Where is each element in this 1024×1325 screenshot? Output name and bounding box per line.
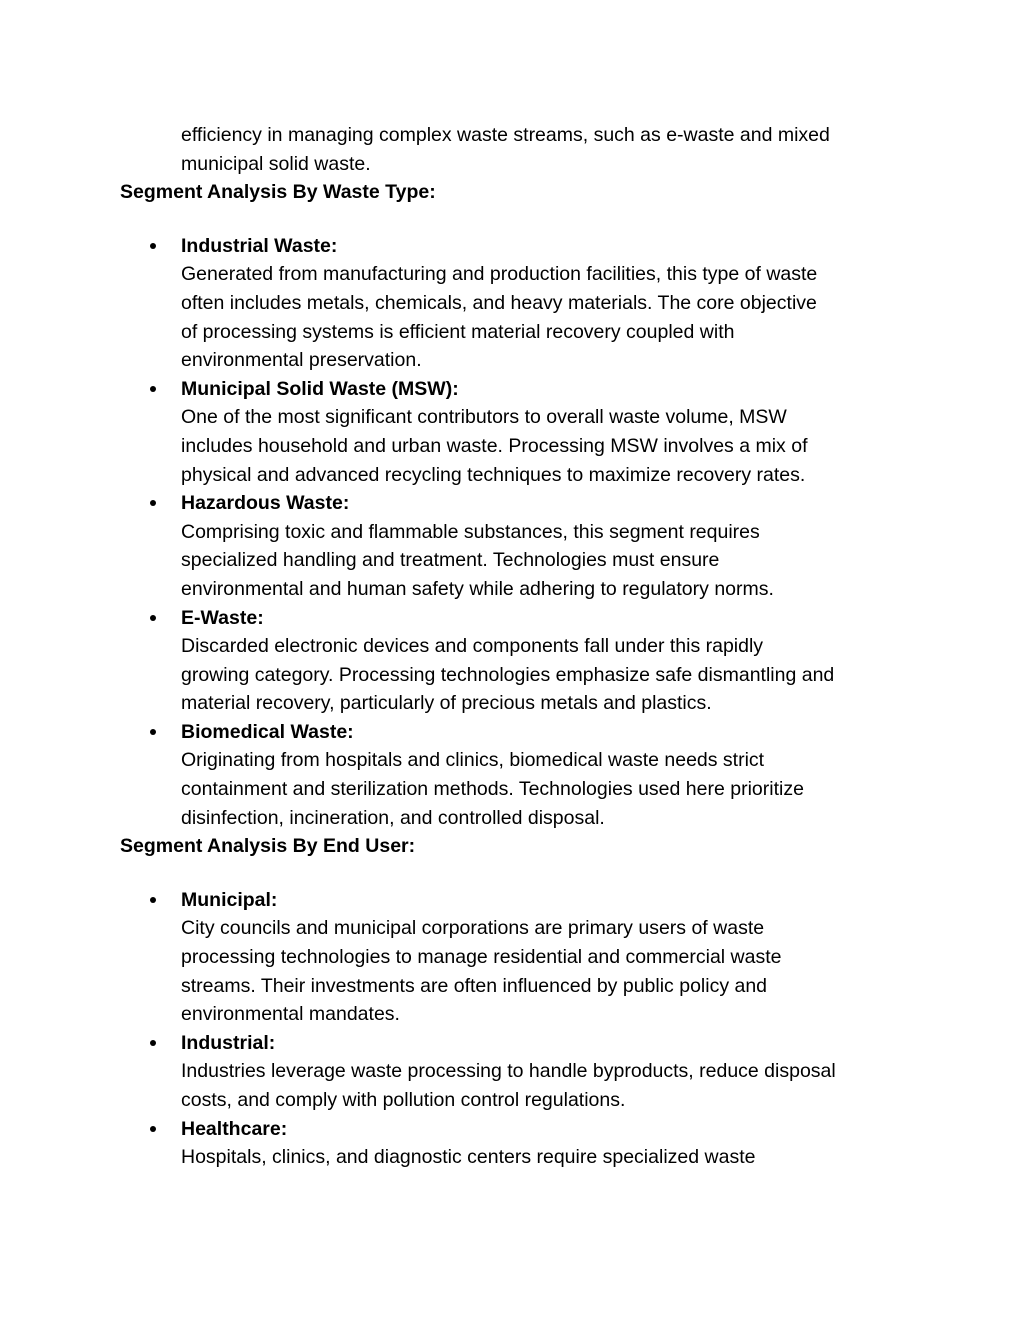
item-title: Biomedical Waste:: [181, 720, 354, 743]
item-line: City councils and municipal corporations are primary users of waste: [181, 917, 765, 940]
section-spacer: [0, 861, 1024, 886]
waste-type-list: [0, 232, 1024, 832]
list-item-e-waste: [0, 604, 1024, 718]
intro-line: efficiency in managing complex waste streams, such as e-waste and mixed: [181, 124, 830, 146]
item-line: environmental mandates.: [181, 1003, 400, 1026]
item-line: streams. Their investments are often influenced by public policy and: [181, 974, 768, 997]
end-user-list: [0, 886, 1024, 1172]
item-line: material recovery, particularly of precious metals and plastics.: [181, 692, 712, 715]
bullet-icon: [150, 1126, 156, 1132]
bullet-icon: [150, 500, 156, 506]
intro-line: municipal solid waste.: [181, 152, 371, 175]
item-title: Municipal:: [181, 888, 278, 911]
item-line: specialized handling and treatment. Technologies must ensure: [181, 549, 720, 572]
waste-type-heading: Segment Analysis By Waste Type:: [120, 181, 436, 204]
bullet-icon: [150, 615, 156, 621]
item-title: Industrial:: [181, 1031, 276, 1054]
item-title: Hazardous Waste:: [181, 492, 350, 515]
bullet-icon: [150, 729, 156, 735]
bullet-icon: [150, 386, 156, 392]
bullet-icon: [150, 897, 156, 903]
item-line: includes household and urban waste. Processing MSW involves a mix of: [181, 434, 808, 457]
list-item-municipal: [0, 886, 1024, 1029]
item-line: growing category. Processing technologies emphasize safe dismantling and: [181, 663, 835, 686]
item-line: Comprising toxic and flammable substances, this segment requires: [181, 520, 760, 543]
list-item-biomedical-waste: [0, 718, 1024, 832]
item-title: Municipal Solid Waste (MSW):: [181, 377, 459, 400]
item-line: costs, and comply with pollution control regulations.: [181, 1089, 626, 1111]
item-title: E-Waste:: [181, 606, 264, 629]
item-line: Hospitals, clinics, and diagnostic centers require specialized waste: [181, 1146, 756, 1169]
list-item-msw: [0, 375, 1024, 489]
list-item-hazardous-waste: [0, 489, 1024, 603]
item-line: of processing systems is efficient material recovery coupled with: [181, 320, 735, 343]
item-line: containment and sterilization methods. Technologies used here prioritize: [181, 778, 804, 801]
bullet-icon: [150, 243, 156, 249]
section-spacer: [0, 207, 1024, 232]
item-line: One of the most significant contributors to overall waste volume, MSW: [181, 406, 787, 429]
intro-paragraph: [0, 121, 1024, 178]
top-margin: [0, 0, 1024, 121]
item-title: Healthcare:: [181, 1117, 288, 1140]
item-line: Discarded electronic devices and components fall under this rapidly: [181, 635, 764, 658]
end-user-heading: Segment Analysis By End User:: [120, 835, 416, 858]
list-item-industrial-waste: [0, 232, 1024, 375]
item-line: Originating from hospitals and clinics, biomedical waste needs strict: [181, 749, 765, 772]
bullet-icon: [150, 1040, 156, 1046]
item-line: environmental and human safety while adhering to regulatory norms.: [181, 577, 774, 600]
item-line: Generated from manufacturing and production facilities, this type of waste: [181, 263, 818, 286]
item-line: Industries leverage waste processing to handle byproducts, reduce disposal: [181, 1060, 836, 1083]
item-title: Industrial Waste:: [181, 234, 338, 257]
list-item-healthcare: [0, 1115, 1024, 1172]
list-item-industrial: [0, 1029, 1024, 1115]
item-line: environmental preservation.: [181, 349, 422, 372]
item-line: processing technologies to manage residential and commercial waste: [181, 946, 782, 969]
item-line: physical and advanced recycling techniques to maximize recovery rates.: [181, 463, 806, 486]
item-line: disinfection, incineration, and controlled disposal.: [181, 806, 605, 829]
item-line: often includes metals, chemicals, and heavy materials. The core objective: [181, 291, 817, 314]
